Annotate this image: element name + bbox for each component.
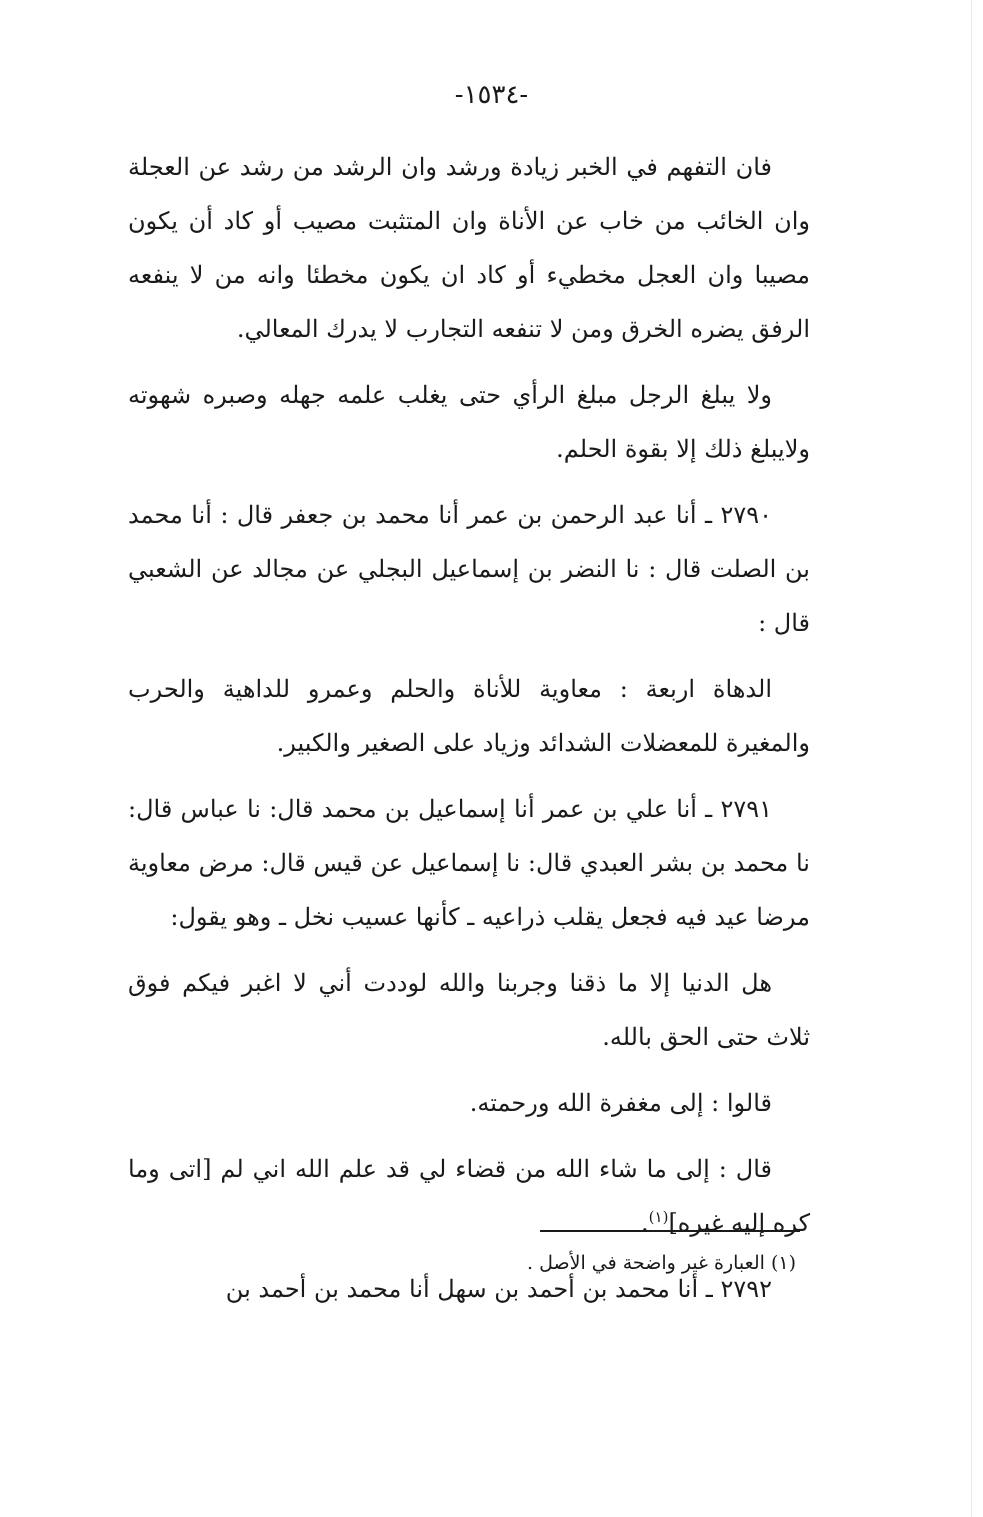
footnote-divider <box>540 1230 800 1232</box>
paragraph: قالوا : إلى مغفرة الله ورحمته. <box>469 1089 772 1117</box>
paragraph: ولا يبلغ الرجل مبلغ الرأي حتى يغلب علمه جهله وصبره شهوته ولايبلغ ذلك إلا بقوة الحلم. <box>128 381 810 463</box>
paragraph-text: قال : إلى ما شاء الله من قضاء لي قد علم الله اني لم [اتى وما كره إليه غيره] <box>128 1155 810 1237</box>
scan-edge-line <box>971 0 972 1517</box>
footnote-marker: (١) <box>648 1208 669 1226</box>
paragraph: ٢٧٩١ ـ أنا علي بن عمر أنا إسماعيل بن محمد قال: نا عباس قال: نا محمد بن بشر العبدي قال: نا إسماعيل عن قيس قال: مرض معاوية مرضا عيد فيه فجعل يقلب ذراعيه ـ كأنها عسيب نخل ـ وهو يقول: <box>128 795 810 931</box>
paragraph-with-footnote <box>128 1142 810 1250</box>
paragraph: ٢٧٩٢ ـ أنا محمد بن أحمد بن سهل أنا محمد بن أحمد بن <box>225 1275 772 1303</box>
main-text <box>128 140 810 1328</box>
footnote: (١) العبارة غير واضحة في الأصل . <box>527 1252 796 1274</box>
paragraph: ٢٧٩٠ ـ أنا عبد الرحمن بن عمر أنا محمد بن جعفر قال : أنا محمد بن الصلت قال : نا النضر بن إسماعيل البجلي عن مجالد عن الشعبي قال : <box>128 501 810 637</box>
paragraph: هل الدنيا إلا ما ذقنا وجربنا والله لوددت أني لا اغبر فيكم فوق ثلاث حتى الحق بالله. <box>128 969 810 1051</box>
paragraph: الدهاة اربعة : معاوية للأناة والحلم وعمرو للداهية والحرب والمغيرة للمعضلات الشدائد وزياد على الصغير والكبير. <box>128 675 810 757</box>
paragraph-end: . <box>641 1209 649 1237</box>
paragraph: فان التفهم في الخبر زيادة ورشد وان الرشد من رشد عن العجلة وان الخائب من خاب عن الأناة وان المتثبت مصيب أو كاد أن يكون مصيبا وان العجل مخطيء أو كاد ان يكون مخطئا وانه من لا ينفعه الرفق يضره الخرق ومن لا تنفعه التجارب لا يدرك المعالي. <box>128 153 810 343</box>
page-number: -١٥٣٤- <box>454 80 529 110</box>
